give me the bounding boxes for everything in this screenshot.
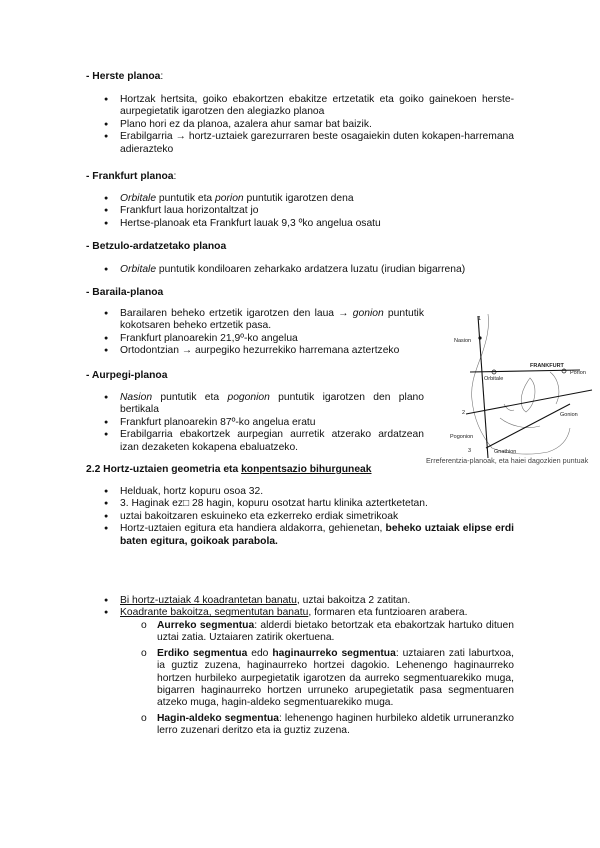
list-item: ● Frankfurt laua horizontaltzat jo bbox=[104, 205, 514, 217]
label-porion: Porion bbox=[570, 370, 586, 376]
list-item: ● Bi hortz-uztaiak 4 koadrantetan banatu, uztai bakoitza 2 zatitan. bbox=[104, 595, 514, 607]
label-3: 3 bbox=[468, 448, 472, 454]
list-item: ● Hertse-planoak eta Frankfurt lauak 9,3 ºko angelua osatu bbox=[104, 218, 514, 230]
list-item: ● Hortzak hertsita, goiko ebakortzen ebakitze ertzetatik eta goiko gainekoen herste-aurpegietatik igarotzen den alegiazko planoa bbox=[104, 94, 514, 119]
reference-planes-figure bbox=[430, 308, 600, 468]
list-item: ● Orbitale puntutik eta porion puntutik igarotzen dena bbox=[104, 193, 514, 205]
label-gnathion: Gnathion bbox=[494, 449, 517, 455]
list-item: ● Koadrante bakoitza, segmentutan banatu, formaren eta funtzioaren arabera. bbox=[104, 607, 514, 619]
list-item: ● Frankfurt planoarekin 87º-ko angelua eratu bbox=[104, 417, 424, 429]
heading-betzulo-planoa: - Betzulo-ardatzetako planoa bbox=[86, 241, 227, 252]
segment-sublist bbox=[141, 620, 514, 738]
list-item: ● Frankfurt planoarekin 21,9º-ko angelua bbox=[104, 333, 424, 345]
aurpegi-list bbox=[104, 392, 424, 454]
heading-baraila-planoa: - Baraila-planoa bbox=[86, 287, 164, 298]
list-item: ● Barailaren beheko ertzetik igarotzen den laua → gonion puntutik kokotsaren beheko ertzetik pasa. bbox=[104, 308, 424, 333]
line-2 bbox=[466, 390, 592, 414]
frankfurt-list bbox=[104, 193, 514, 230]
list-item: ● Erabilgarria ebakortzek aurpegian aurretik atzerako ardatzean izan dezaketen kokapena ebaluatzeko. bbox=[104, 429, 424, 454]
section-2-2-list-b bbox=[104, 595, 514, 620]
sublist-item: o Erdiko segmentua edo haginaurreko segmentua: uztaiaren zati laburtxoa, ia guztiz zuzena, haginaurreko hortzei dagokio. Lehenengo haginaurreko hortzen hurbileko aurpegietatik igarotzen da aurreko segmentuarekiko muga, bigarren haginaurreko hortzen urruneko arupegietatik pasa segmentuaren atzeko muga, hagin-aldeko segmentuarekiko muga. bbox=[141, 648, 514, 710]
baraila-list bbox=[104, 308, 424, 358]
section-2-2-list-a bbox=[104, 486, 514, 548]
section-2-2-title: 2.2 Hortz-uztaien geometria eta konpentsazio bihurguneak bbox=[86, 464, 372, 475]
list-item: ● 3. Haginak ez□ 28 hagin, kopuru osotzat hartu klinika aztertketetan. bbox=[104, 498, 514, 510]
list-item: ● uztai bakoitzaren eskuineko eta ezkerreko erdiak simetrikoak bbox=[104, 511, 514, 523]
list-item: ● Plano hori ez da planoa, azalera ahur samar bat baizik. bbox=[104, 119, 514, 131]
heading-frankfurt-planoa: - Frankfurt planoa: bbox=[86, 171, 177, 182]
list-item: ● Hortz-uztaien egitura eta handiera aldakorra, gehienetan, beheko uztaiak elipse erdi baten egitura, goikoak parabola. bbox=[104, 523, 514, 548]
sublist-item: o Hagin-aldeko segmentua: lehenengo haginen hurbileko aldetik urruneranzko lerro zuzenari deritzo eta ia guztiz zuzena. bbox=[141, 713, 514, 738]
heading-herste-planoa: - Herste planoa: bbox=[86, 71, 164, 82]
label-frankfurt: FRANKFURT bbox=[530, 363, 564, 369]
label-gonion: Gonion bbox=[560, 412, 578, 418]
betzulo-list bbox=[104, 264, 524, 276]
list-item: ● Helduak, hortz kopuru osoa 32. bbox=[104, 486, 514, 498]
label-orbitale: Orbitale bbox=[484, 376, 504, 382]
list-item: ● Orbitale puntutik kondiloaren zeharkako ardatzera luzatu (irudian bigarrena) bbox=[104, 264, 524, 276]
porion-point bbox=[562, 369, 566, 373]
nasion-point bbox=[478, 336, 481, 339]
label-nasion: Nasion bbox=[454, 338, 472, 344]
frankfurt-line bbox=[470, 370, 580, 372]
sublist-item: o Aurreko segmentua: alderdi bietako betortzak eta ebakortzak hartuko dituen uztai zatia. Uztaiaren zatirik okertuena. bbox=[141, 620, 514, 645]
label-pogonion: Pogonion bbox=[450, 434, 474, 440]
herste-list bbox=[104, 94, 514, 156]
label-1: 1 bbox=[478, 316, 482, 322]
list-item: ● Ortodontzian → aurpegiko hezurrekiko harremana aztertzeko bbox=[104, 345, 424, 357]
label-2: 2 bbox=[462, 410, 466, 416]
heading-aurpegi-planoa: - Aurpegi-planoa bbox=[86, 370, 168, 381]
figure-caption: Erreferentzia-planoak, eta haiei dagozkien puntuak bbox=[426, 456, 589, 465]
list-item: ● Nasion puntutik eta pogonion puntutik igarotzen den plano bertikala bbox=[104, 392, 424, 417]
list-item: ● Erabilgarria → hortz-uztaiek garezurraren beste osagaiekin duten kokapen-harremana adierazteko bbox=[104, 131, 514, 156]
